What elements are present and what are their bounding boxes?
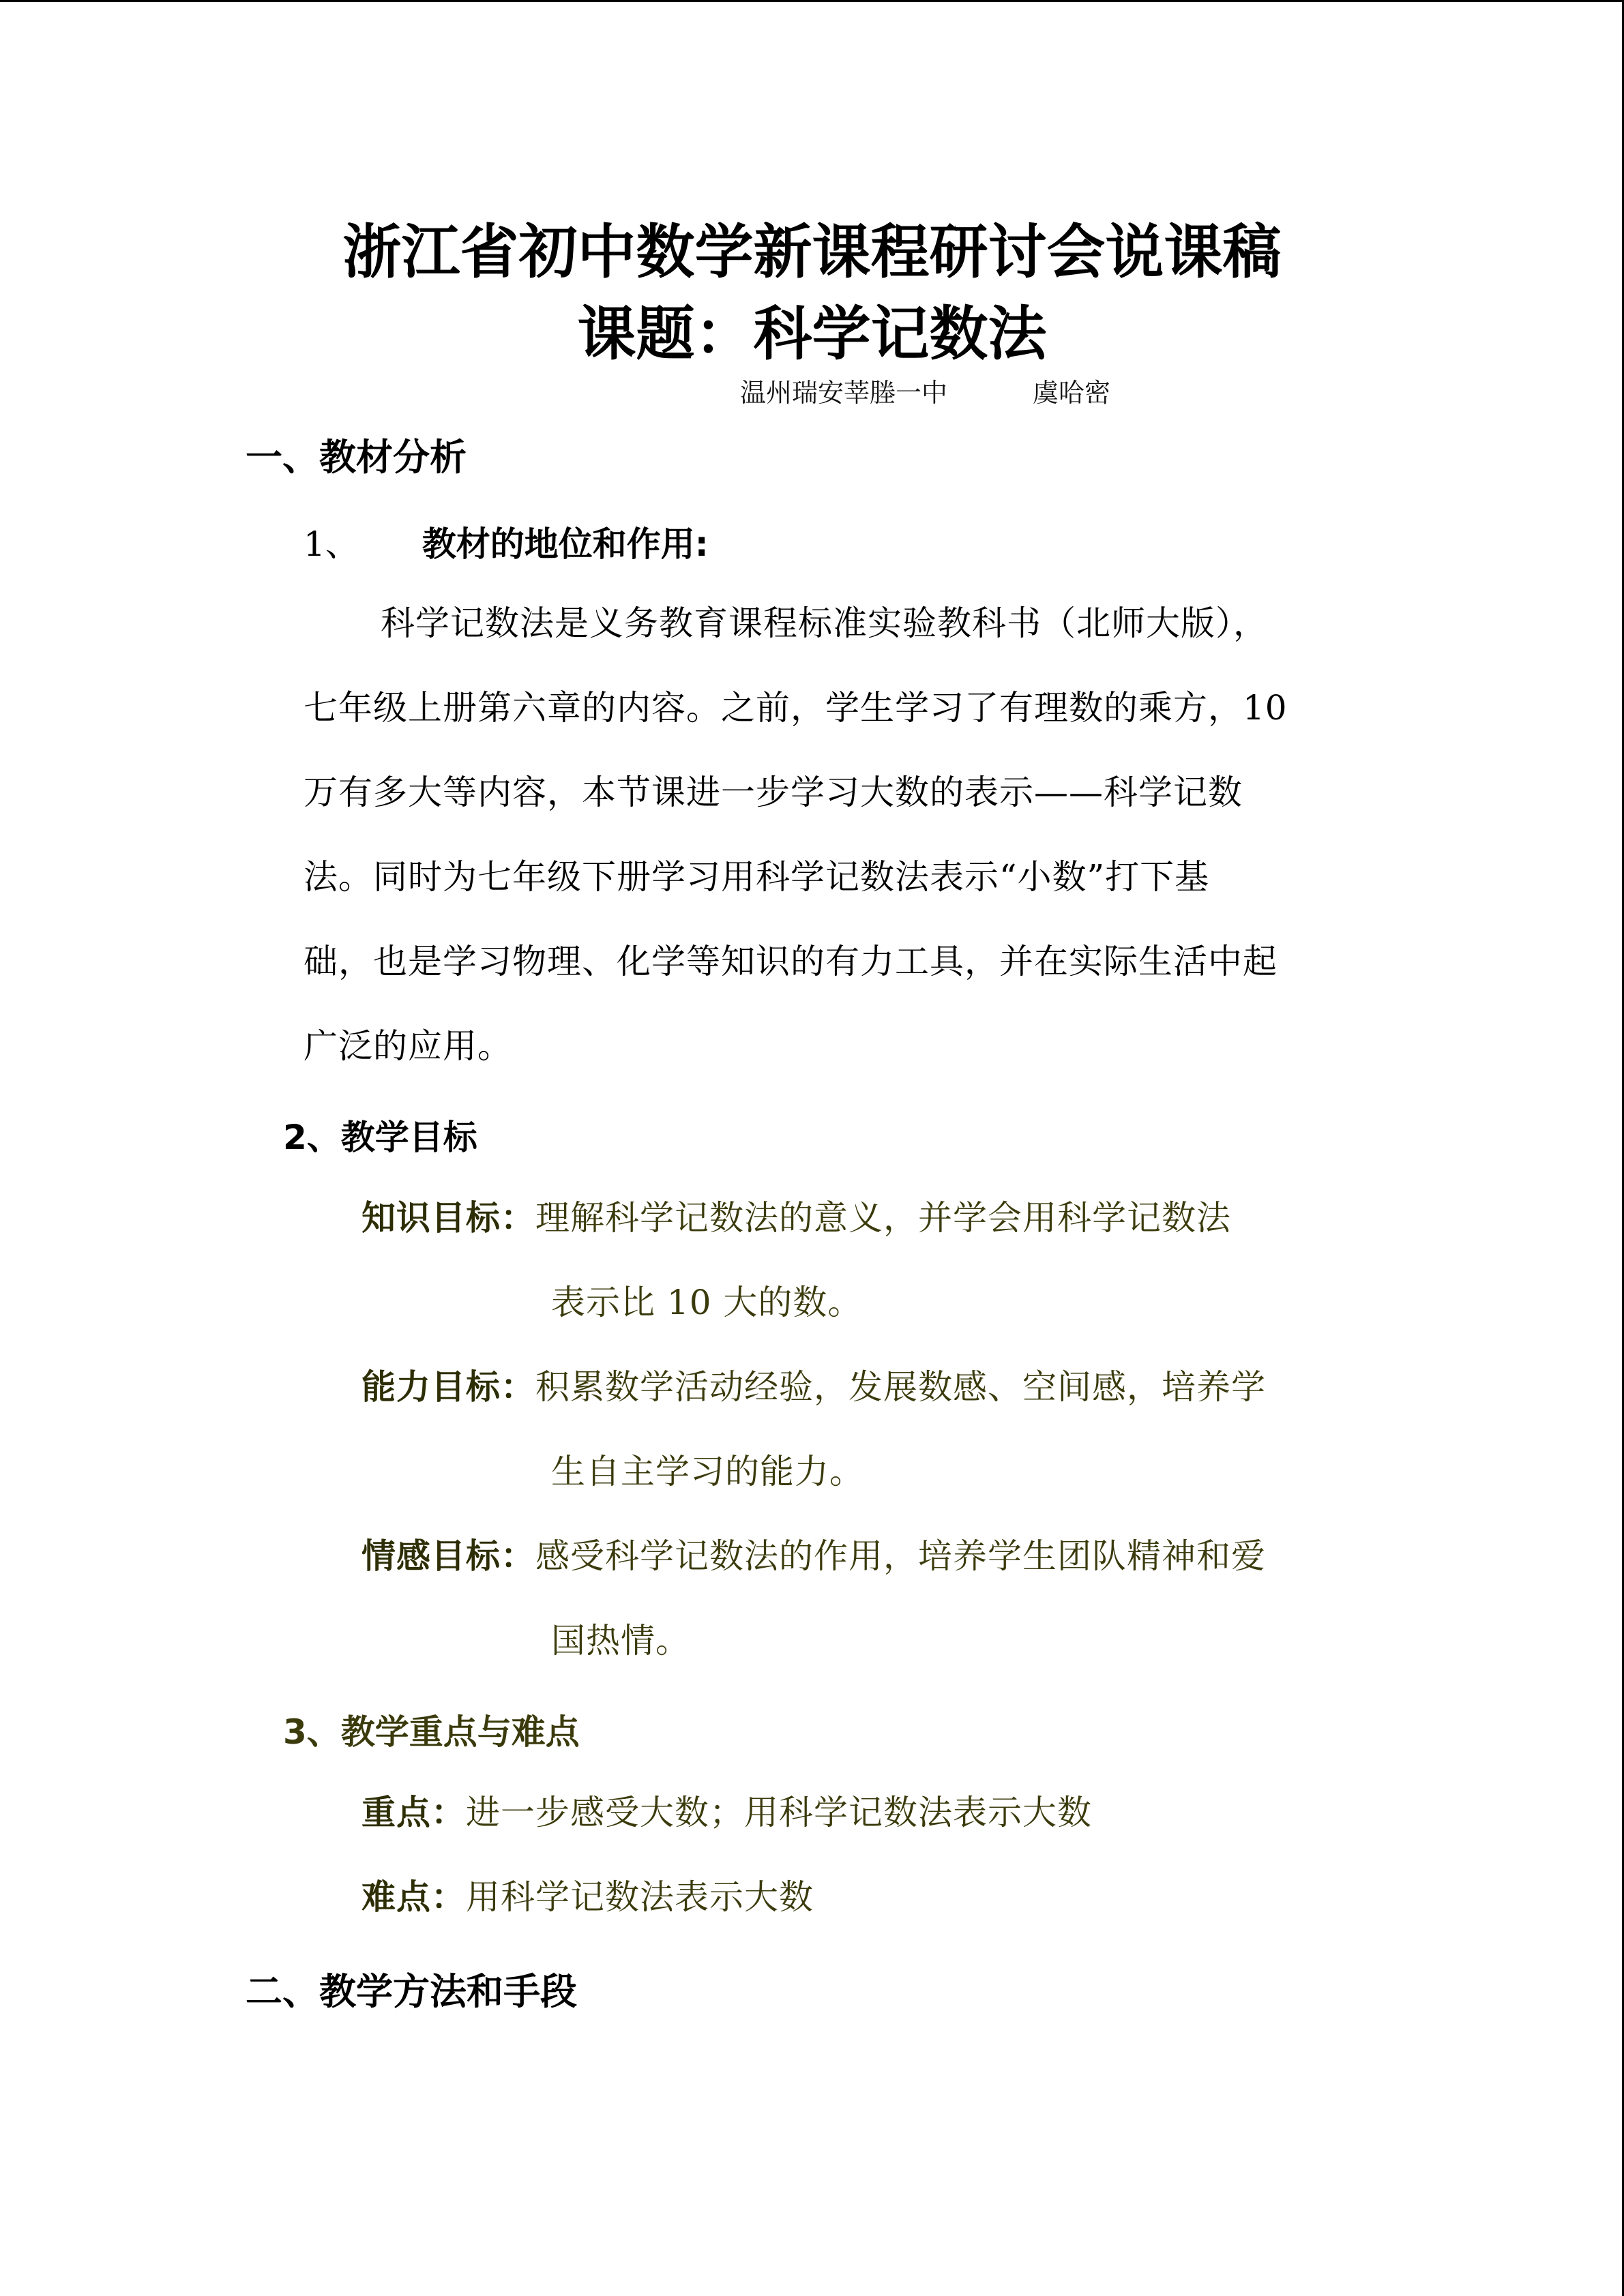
sub2-heading: 2、教学目标 [283,1118,477,1157]
sub3-heading: 3、教学重点与难点 [283,1712,580,1752]
goal-emotion-line2: 国热情。 [551,1621,690,1660]
author-school: 温州瑞安莘塍一中 [740,378,948,408]
sub1-line-6: 广泛的应用。 [304,1026,512,1066]
section1-heading: 一、教材分析 [246,436,467,479]
sub1-line-5: 础，也是学习物理、化学等知识的有力工具，并在实际生活中起 [304,942,1278,981]
goal-emotion [361,1514,1266,1598]
sub1-line-2: 七年级上册第六章的内容。之前，学生学习了有理数的乘方，10 [304,688,1288,728]
goal-emotion-label: 情感目标： [361,1536,535,1576]
sub1-heading: 教材的地位和作用: [422,524,709,564]
sub1-number: 1、 [304,524,359,564]
author-line [740,372,1110,409]
goal-ability [361,1345,1266,1429]
sub1-line-3: 万有多大等内容，本节课进一步学习大数的表示——科学记数 [304,773,1243,812]
goal-knowledge-label: 知识目标： [361,1198,535,1238]
key-point-label: 重点： [361,1793,466,1832]
goal-knowledge-line1: 理解科学记数法的意义，并学会用科学记数法 [535,1198,1231,1238]
sub1-line-1: 科学记数法是义务教育课程标准实验教科书（北师大版）， [381,603,1268,643]
goal-ability-line1: 积累数学活动经验，发展数感、空间感，培养学 [535,1367,1266,1407]
goal-knowledge-line2: 表示比 10 大的数。 [551,1283,863,1322]
goal-ability-line2: 生自主学习的能力。 [551,1452,864,1491]
goal-knowledge [361,1176,1231,1260]
goal-ability-label: 能力目标： [361,1367,535,1407]
difficulty-point [361,1855,814,1939]
author-name: 虞哈密 [1033,378,1111,408]
sub1-heading-row [304,517,709,566]
document-title: 浙江省初中数学新课程研讨会说课稿 [342,218,1282,286]
difficulty-point-label: 难点： [361,1877,466,1917]
document-subtitle: 课题：科学记数法 [577,300,1047,368]
key-point [361,1770,1092,1855]
key-point-text: 进一步感受大数；用科学记数法表示大数 [466,1793,1092,1832]
sub1-line-4: 法。同时为七年级下册学习用科学记数法表示“小数”打下基 [304,857,1210,897]
difficulty-point-text: 用科学记数法表示大数 [466,1877,814,1917]
page-border-top [0,0,1624,2]
section2-heading: 二、教学方法和手段 [246,1970,577,2013]
goal-emotion-line1: 感受科学记数法的作用，培养学生团队精神和爱 [535,1536,1266,1576]
